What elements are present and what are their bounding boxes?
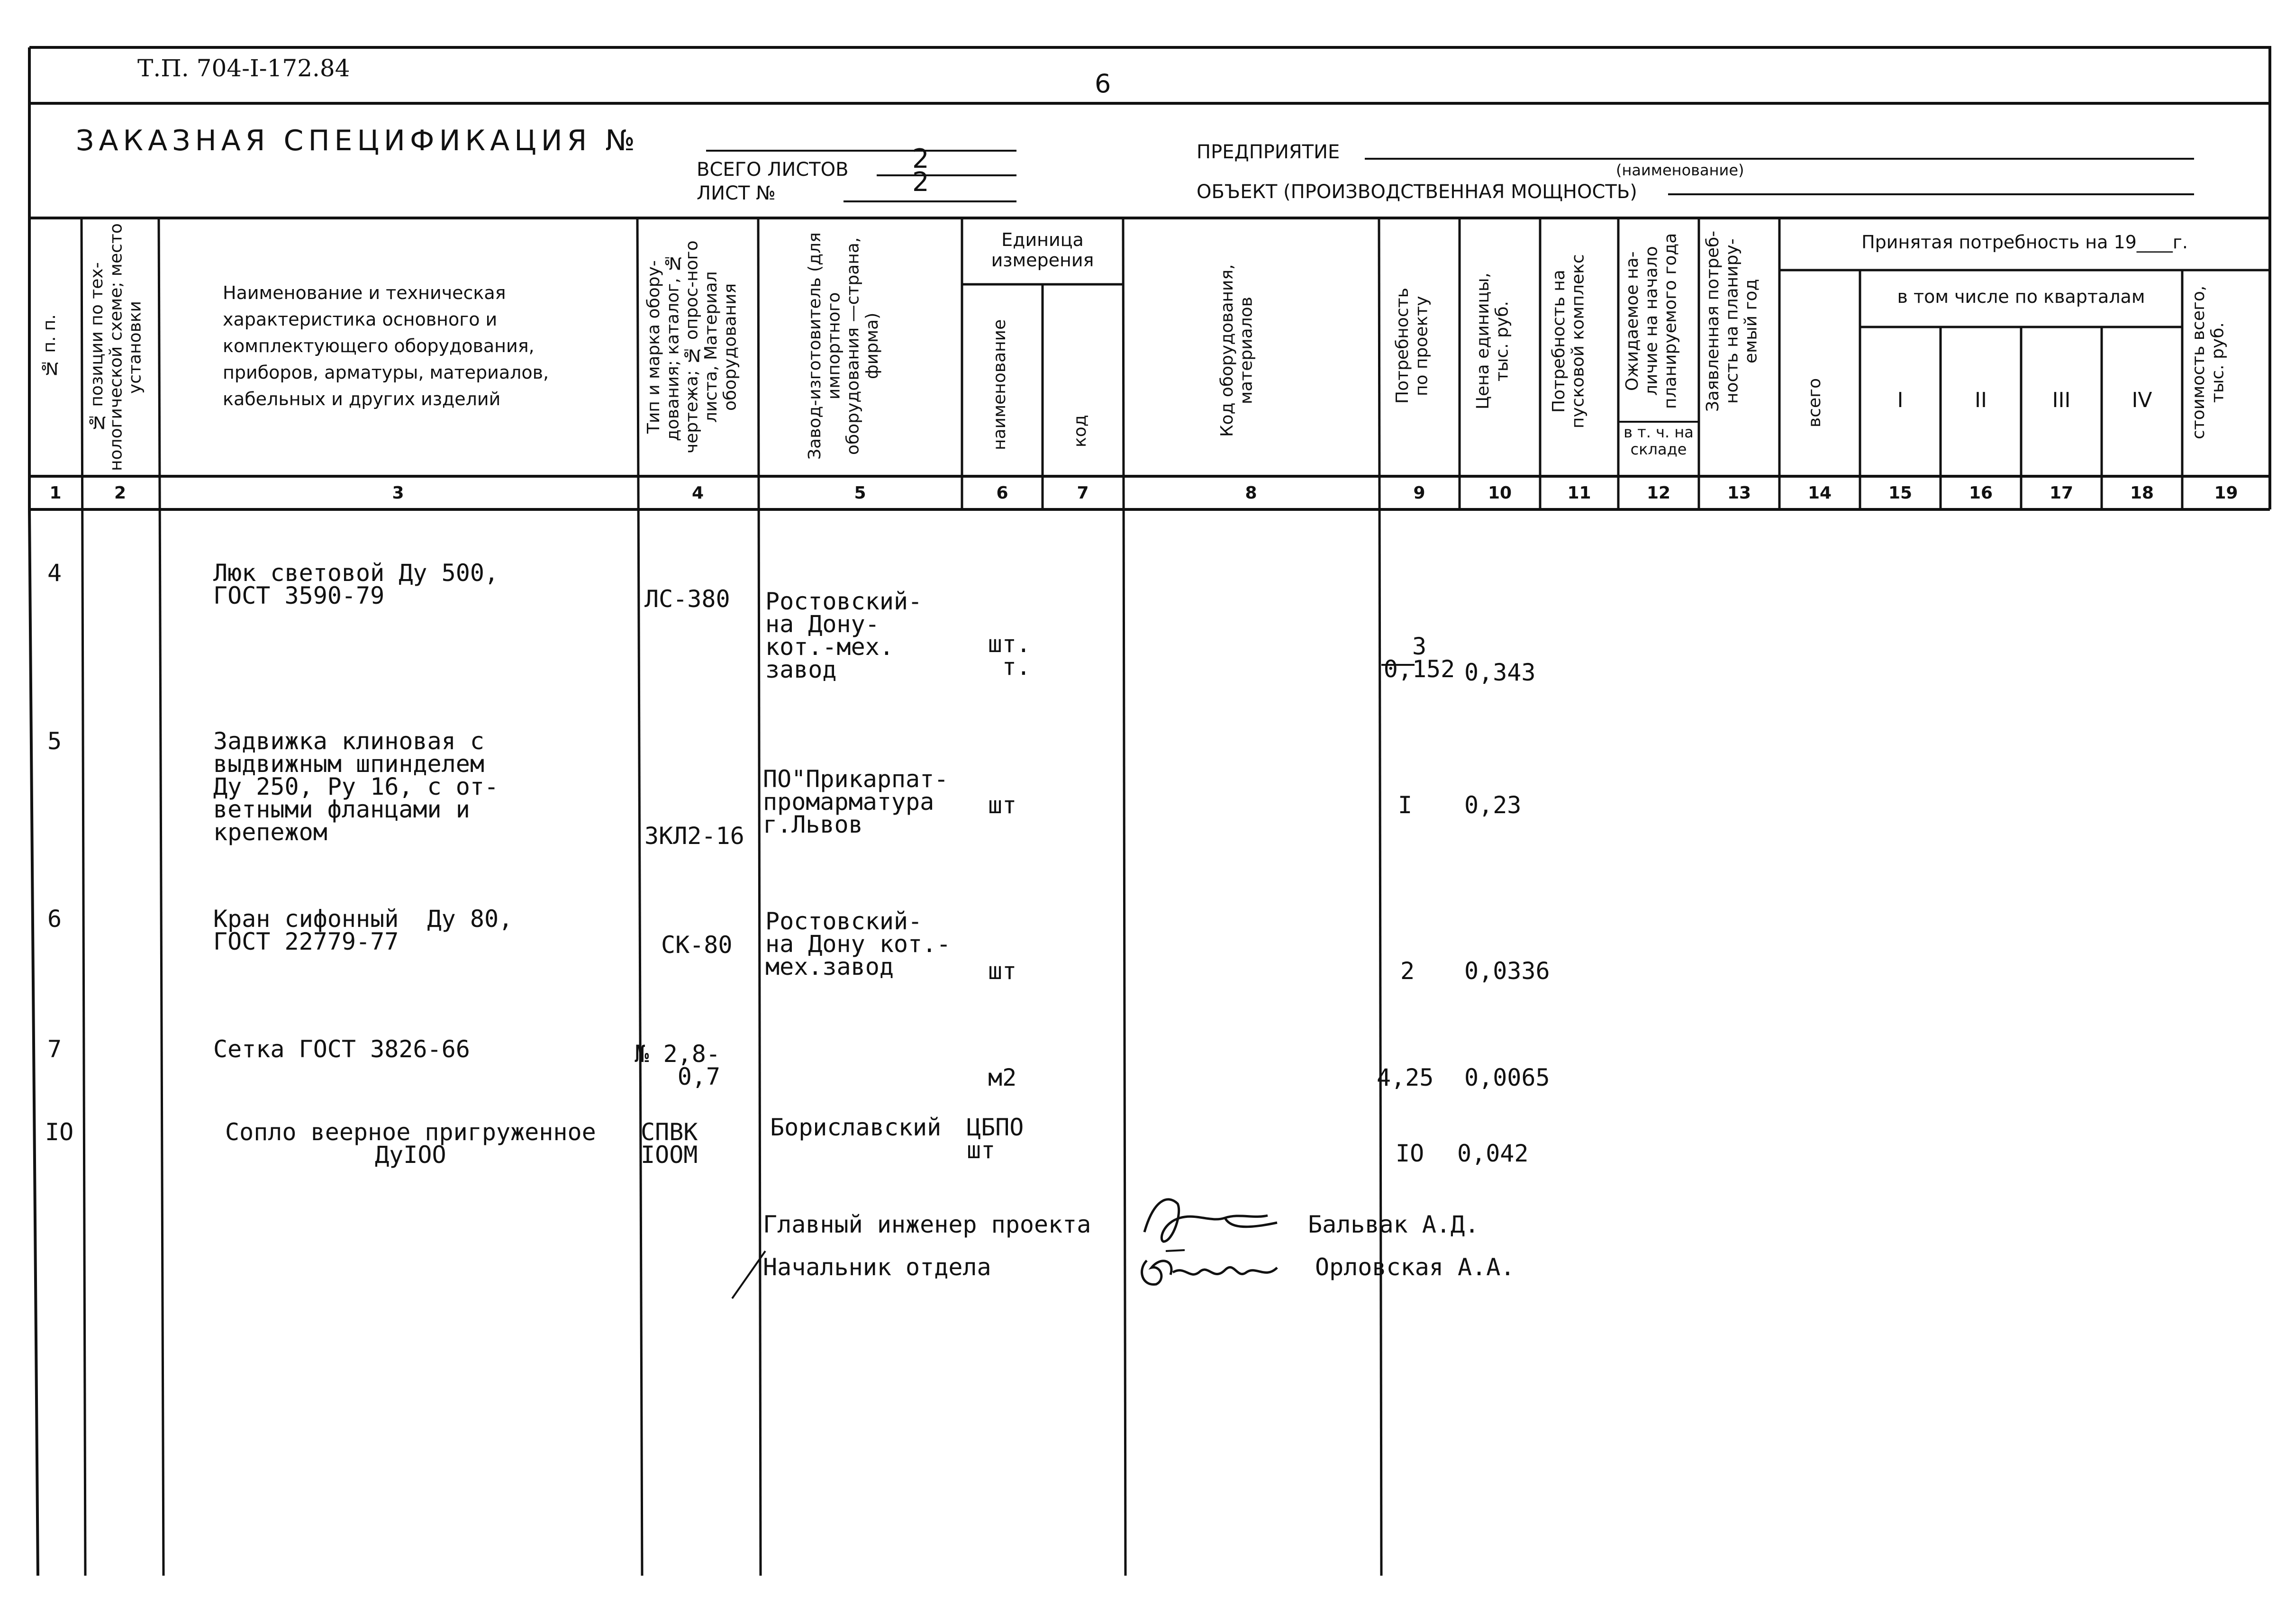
row-5-need: I xyxy=(1398,791,1413,819)
col-number-13: 13 xyxy=(1727,483,1751,503)
col-18-header: IV xyxy=(2132,388,2152,412)
row-7-type: № 2,8- 0,7 xyxy=(635,1040,720,1090)
row-5-num: 5 xyxy=(47,727,62,755)
row-6-num: 6 xyxy=(47,905,62,933)
row-4-num: 4 xyxy=(47,559,62,587)
sheet-value: 2 xyxy=(912,167,929,198)
row-6-type: СК-80 xyxy=(661,931,733,959)
accepted-group-header: Принятая потребность на 19____г. xyxy=(1861,232,2188,253)
col-19-header: стоимость всего, тыс. руб. xyxy=(2189,285,2228,440)
total-sheets-value: 2 xyxy=(912,144,929,174)
row-7-name: Сетка ГОСТ 3826-66 xyxy=(213,1035,470,1063)
document-code: Т.П. 704-I-172.84 xyxy=(137,54,350,82)
col-17-header: III xyxy=(2052,388,2071,412)
row-4-need: 3 0,152 xyxy=(1383,633,1455,683)
row-6-need: 2 xyxy=(1400,957,1415,985)
enterprise-label: ПРЕДПРИЯТИЕ xyxy=(1197,141,1340,163)
col-number-11: 11 xyxy=(1567,483,1591,503)
col-5-header: Завод-изготовитель (для импортного оборудования —страна, фирма) xyxy=(805,232,882,460)
object-label: ОБЪЕКТ (ПРОИЗВОДСТВЕННАЯ МОЩНОСТЬ) xyxy=(1197,181,1637,203)
head-dept-name: Орловская А.А. xyxy=(1315,1253,1515,1281)
col-number-17: 17 xyxy=(2049,483,2074,503)
row-7-price: 0,0065 xyxy=(1464,1064,1550,1091)
sheet-label: ЛИСТ № xyxy=(697,182,776,204)
col-4-header: Тип и марка обору-дования; каталог, № чертежа; № опрос-ного листа, Материал оборудования xyxy=(644,240,740,454)
row-4-price: 0,343 xyxy=(1464,659,1536,686)
row-5-type: ЗКЛ2-16 xyxy=(644,822,744,850)
row-10-price: 0,042 xyxy=(1457,1140,1529,1167)
name-caption: (наименование) xyxy=(1616,161,1744,179)
unit-group-header: Единица измерения xyxy=(991,229,1094,271)
col-12-bottom-header: в т. ч. на складе xyxy=(1624,423,1694,458)
quarters-group-header: в том числе по кварталам xyxy=(1897,286,2145,307)
row-4-name: Люк световой Ду 500, ГОСТ 3590-79 xyxy=(213,559,499,609)
chief-engineer-name: Бальвак А.Д. xyxy=(1308,1211,1479,1238)
col-number-6: 6 xyxy=(996,483,1008,503)
col-10-header: Цена единицы, тыс. руб. xyxy=(1473,272,1512,410)
row-10-num: IO xyxy=(45,1118,74,1146)
col-3-header: Наименование и техническая характеристика основного и комплектующего оборудования, приборов, арматуры, материалов, кабельных и других изделий xyxy=(223,282,549,409)
row-7-unit: м2 xyxy=(988,1064,1017,1091)
row-4-unit: шт. т. xyxy=(988,630,1031,680)
col-number-1: 1 xyxy=(49,483,62,503)
col-number-16: 16 xyxy=(1968,483,1993,503)
row-6-price: 0,0336 xyxy=(1464,957,1550,985)
col-number-18: 18 xyxy=(2130,483,2154,503)
col-12-top-header: Ожидаемое на-личие на начало планируемого года xyxy=(1623,233,1680,409)
col-8-header: Код оборудования, материалов xyxy=(1217,264,1256,437)
head-dept-signature-icon xyxy=(1133,1242,1289,1300)
col-number-7: 7 xyxy=(1077,483,1089,503)
col-15-header: I xyxy=(1897,388,1904,412)
row-5-unit: шт xyxy=(988,791,1017,819)
col-7-header: код xyxy=(1070,415,1090,448)
col-number-4: 4 xyxy=(691,483,704,503)
row-4-maker: Ростовский- на Дону- кот.-мех. завод xyxy=(765,588,923,683)
row-6-unit: шт xyxy=(988,957,1017,985)
row-5-name: Задвижка клиновая с выдвижным шпинделем Ду 250, Ру 16, с от- ветными фланцами и крепежом xyxy=(213,727,499,846)
col-number-9: 9 xyxy=(1413,483,1425,503)
row-4-type: ЛС-380 xyxy=(644,585,730,613)
col-number-8: 8 xyxy=(1245,483,1257,503)
col-number-10: 10 xyxy=(1488,483,1512,503)
col-1-header: № п. п. xyxy=(40,314,59,378)
col-16-header: II xyxy=(1975,388,1987,412)
col-6-header: наименование xyxy=(990,319,1009,450)
col-14-header: всего xyxy=(1805,378,1824,428)
col-9-header: Потребность по проекту xyxy=(1393,288,1432,404)
col-number-19: 19 xyxy=(2214,483,2238,503)
col-2-header: № позиции по тех-нологической схеме; место установки xyxy=(87,223,145,471)
col-number-15: 15 xyxy=(1888,483,1913,503)
col-number-2: 2 xyxy=(114,483,127,503)
row-6-name: Кран сифонный Ду 80, ГОСТ 22779-77 xyxy=(213,905,513,955)
head-dept-title: Начальник отдела xyxy=(763,1253,991,1281)
row-10-maker: Бориславский xyxy=(770,1114,942,1141)
row-7-num: 7 xyxy=(47,1035,62,1063)
row-5-price: 0,23 xyxy=(1464,791,1522,819)
col-number-14: 14 xyxy=(1807,483,1832,503)
row-10-unit: ЦБПО шт xyxy=(967,1114,1024,1164)
col-number-3: 3 xyxy=(392,483,404,503)
row-7-need: 4,25 xyxy=(1377,1064,1434,1091)
col-number-5: 5 xyxy=(854,483,866,503)
row-5-maker: ПО"Прикарпат- промарматура г.Львов xyxy=(763,765,949,838)
col-13-header: Заявленная потреб-ность на планиру-емый год xyxy=(1703,230,1761,412)
row-10-name: Сопло веерное пригруженное ДуIOO xyxy=(225,1118,596,1169)
chief-engineer-title: Главный инженер проекта xyxy=(763,1211,1091,1238)
page-number: 6 xyxy=(1095,69,1111,99)
col-11-header: Потребность на пусковой комплекс xyxy=(1549,254,1588,428)
row-10-need: IO xyxy=(1396,1140,1424,1167)
col-number-12: 12 xyxy=(1646,483,1671,503)
row-10-type: СПВК IOOM xyxy=(641,1118,698,1169)
spec-title: ЗАКАЗНАЯ СПЕЦИФИКАЦИЯ № xyxy=(76,124,640,157)
total-sheets-label: ВСЕГО ЛИСТОВ xyxy=(697,159,849,181)
row-6-maker: Ростовский- на Дону кот.- мех.завод xyxy=(765,907,951,980)
